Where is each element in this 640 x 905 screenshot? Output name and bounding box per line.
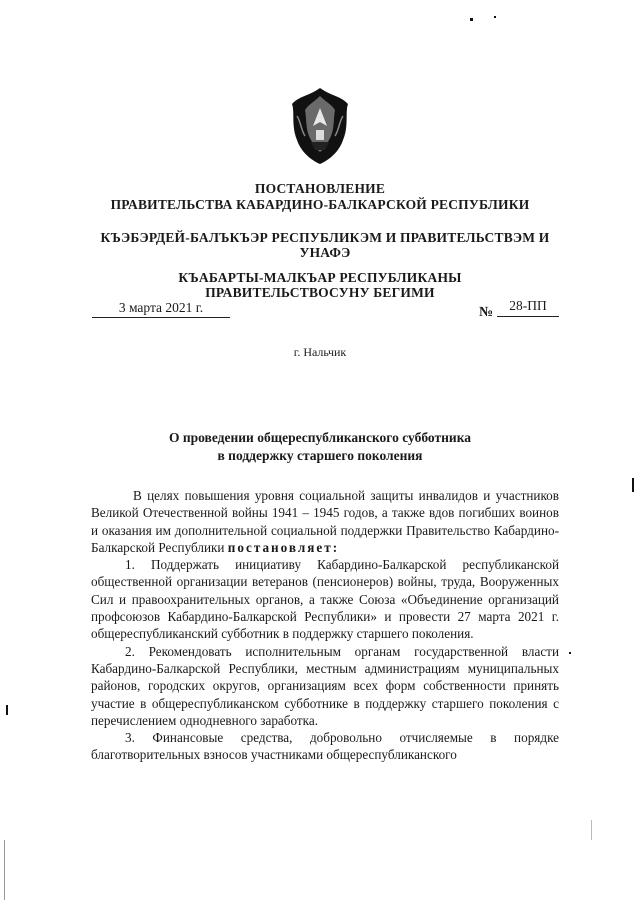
title-line-2: в поддержку старшего поколения [217,448,423,463]
scan-mark [6,705,8,715]
title-line-1: О проведении общереспубликанского субботника [168,430,472,445]
document-date: 3 марта 2021 г. [92,300,230,318]
heading-kabardian: КЪЭБЭРДЕЙ-БАЛЪКЪЭР РЕСПУБЛИКЭМ И ПРАВИТЕЛЬСТВЭМ И УНАФЭ [100,230,550,260]
scan-mark [632,478,634,492]
scan-mark [494,16,496,18]
city-name: г. Нальчик [293,345,347,359]
intro-paragraph [91,487,559,556]
document-title [60,429,580,465]
item-1: 1. Поддержать инициативу Кабардино-Балкарской республиканской общественной организации ветеранов (пенсионеров) войны, труда, Вооруженных Сил и правоохранительных органов, а также Союза «Объединение организаций профсоюзов Кабардино-Балкарской Республики» и провести 27 марта 2021 г. общереспубликанский субботник в поддержку старшего поколения. [91,557,559,642]
coat-of-arms-icon [289,86,351,166]
item-2: 2. Рекомендовать исполнительным органам государственной власти Кабардино-Балкарской Республики, местным администрациям муниципальных районов, городских округов, организациям всех форм собственности принять участие в общереспубликанском субботнике в поддержку старшего поколения с перечислением однодневного заработка. [91,643,559,728]
item-3: 3. Финансовые средства, добровольно отчисляемые в порядке благотворительных взносов участниками общереспубликанского [91,730,559,763]
resolves-word: постановляет: [227,539,340,555]
heading-line-1: ПОСТАНОВЛЕНИЕ [254,181,386,196]
scan-mark [4,840,5,900]
scan-mark [591,820,592,840]
document-number: 28-ПП [497,298,559,317]
scan-mark [470,18,473,21]
scan-mark [569,652,571,654]
heading-line-2: ПРАВИТЕЛЬСТВА КАБАРДИНО-БАЛКАРСКОЙ РЕСПУБЛИКИ [110,197,530,212]
document-body [91,487,559,764]
number-label: № [479,305,494,320]
document-type-heading [60,181,580,213]
heading-balkar: КЪАБАРТЫ-МАЛКЪАР РЕСПУБЛИКАНЫ ПРАВИТЕЛЬСТВОСУНУ БЕГИМИ [178,270,462,300]
intro-text: В целях повышения уровня социальной защиты инвалидов и участников Великой Отечественной войны 1941 – 1945 годов, а также вдов погибших воинов и оказания им дополнительной социальной поддержки Правительство Кабардино-Балкарской Республики [91,488,559,555]
